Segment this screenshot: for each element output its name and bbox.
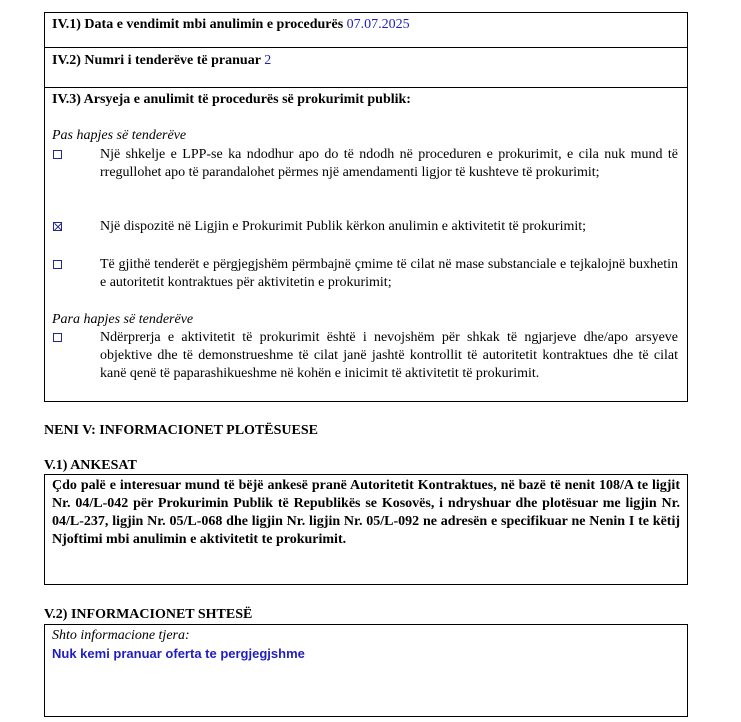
v1-label: V.1) ANKESAT bbox=[44, 458, 137, 473]
option-after-2-checkbox[interactable] bbox=[53, 222, 62, 231]
option-before-1-text: Ndërprerja e aktivitetit të prokurimit është i nevojshëm për shkak të ngjarjeve dhe/apo arsyeve objektive dhe të demonstrueshme të cilat janë jashtë kontrollit të autoritetit kontraktues dhe të cilat kanë qenë të paparashikueshme në kohën e inicimit të aktivitetit të prokurimit. bbox=[100, 330, 678, 381]
option-after-1-checkbox[interactable] bbox=[53, 150, 62, 159]
before-opening-label: Para hapjes së tenderëve bbox=[52, 312, 194, 327]
after-opening-label: Pas hapjes së tenderëve bbox=[52, 128, 187, 143]
iv1-label: IV.1) Data e vendimit mbi anulimin e procedurës bbox=[52, 17, 344, 32]
v2-hint: Shto informacione tjera: bbox=[52, 628, 190, 643]
v1-complaints-text: Çdo palë e interesuar mund të bëjë ankesë pranë Autoritetit Kontraktues, në bazë të nenit 108/A te ligjit Nr. 04/L-042 për Prokurimin Publik të Republikës se Kosovës, i ndryshuar dhe plotësuar me ligjin Nr. 04/L-237, ligjin Nr. 05/L-068 dhe ligjin Nr. ligjin Nr. 05/L-092 ne adresën e specifikuar ne Nenin I te këtij Njoftimi mbi anulimin e aktivitetit te prokurimit. bbox=[52, 478, 680, 547]
decision-date: 07.07.2025 bbox=[346, 17, 410, 32]
v2-label: V.2) INFORMACIONET SHTESË bbox=[44, 607, 253, 622]
iv3-heading: IV.3) Arsyeja e anulimit të procedurës së prokurimit publik: bbox=[52, 92, 411, 107]
v2-additional-info-value[interactable]: Nuk kemi pranuar oferta te pergjegjshme bbox=[52, 646, 305, 661]
tenders-count: 2 bbox=[264, 53, 272, 68]
option-after-3-checkbox[interactable] bbox=[53, 260, 62, 269]
option-after-3-text: Të gjithë tenderët e përgjegjshëm përmbajnë çmime të cilat në mase substanciale e tejkalojnë buxhetin e autoritetit kontraktues për aktivitetin e prokurimit; bbox=[100, 257, 678, 290]
option-before-1-checkbox[interactable] bbox=[53, 333, 62, 342]
section-v-title: NENI V: INFORMACIONET PLOTËSUESE bbox=[44, 423, 318, 438]
option-after-1-text: Një shkelje e LPP-se ka ndodhur apo do të ndodh në proceduren e prokurimit, e cila nuk mund të rregullohet apo të parandalohet përmes një amendamenti ligjor të kushteve të prokurimit; bbox=[100, 147, 678, 180]
iv1-heading bbox=[52, 17, 410, 33]
option-after-2-text: Një dispozitë në Ligjin e Prokurimit Publik kërkon anulimin e aktivitetit të prokurimit; bbox=[100, 219, 587, 234]
iv2-heading bbox=[52, 53, 271, 69]
iv2-label: IV.2) Numri i tenderëve të pranuar bbox=[52, 53, 261, 68]
